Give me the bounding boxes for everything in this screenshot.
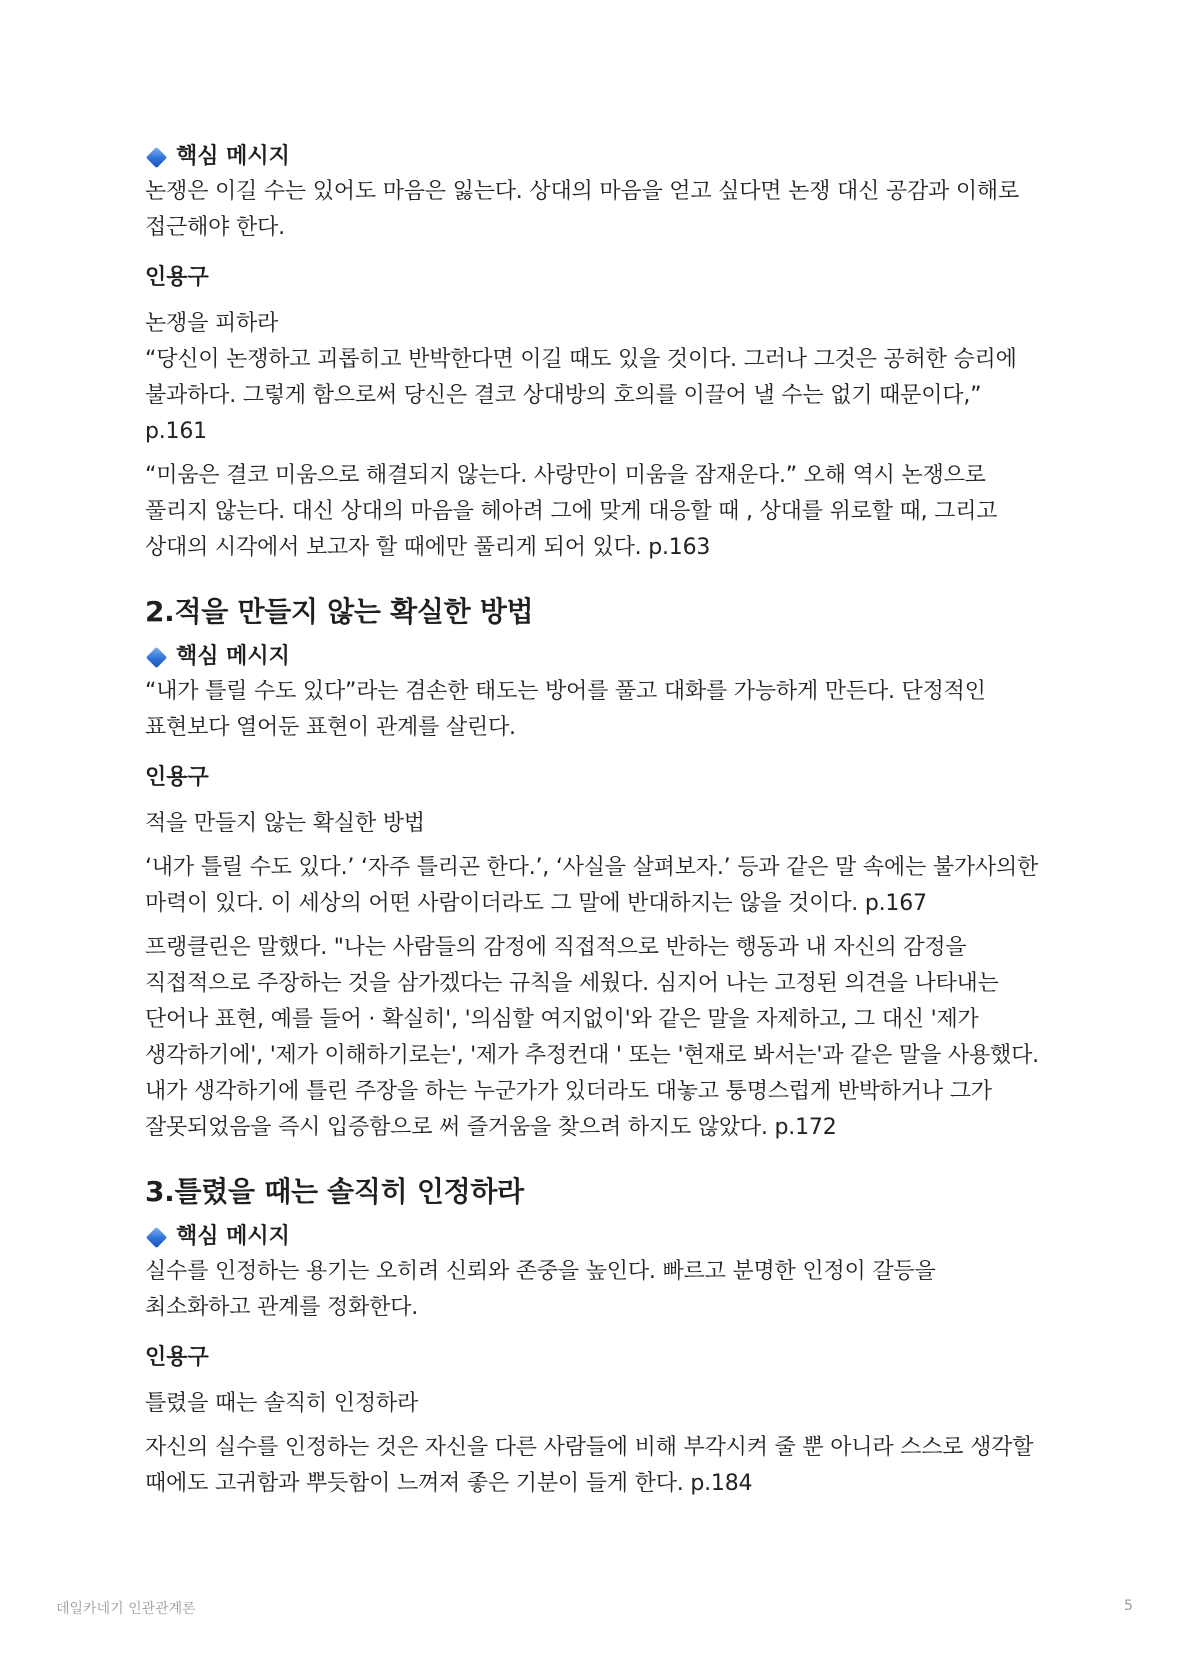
quote-heading: 인용구 — [145, 765, 209, 790]
quote-paragraph: ‘내가 틀릴 수도 있다.’ ‘자주 틀리곤 한다.’, ‘사실을 살펴보자.’ 등과 같은 말 속에는 불가사의한 마력이 있다. 이 세상의 어떤 사람이더라도 그 말에 반대하지는 않을 것이다. p.167 — [145, 855, 1039, 916]
quote-title: 틀렸을 때는 솔직히 인정하라 — [145, 1391, 419, 1416]
quote-paragraph: 프랭클린은 말했다. "나는 사람들의 감정에 직접적으로 반하는 행동과 내 자신의 감정을 직접적으로 주장하는 것을 삼가겠다는 규칙을 세웠다. 심지어 나는 고정된 의견을 나타내는 단어나 표현, 예를 들어 · 확실히', '의심할 여지없이'와 같은 말을 자제하고, 그 대신 '제가 생각하기에', '제가 이해하기로는', '제가 추정컨대 ' 또는 '현재로 봐서는'과 같은 말을 사용했다. 내가 생각하기에 틀린 주장을 하는 누군가가 있더라도 대놓고 퉁명스럽게 반박하거나 그가 잘못되었음을 즉시 입증함으로 써 즐거움을 찾으려 하지도 않았다. p.172 — [145, 935, 1039, 1140]
blue-diamond-icon — [146, 146, 167, 167]
footer-book-title: 데일카네기 인관관계론 — [56, 1601, 196, 1617]
quote-heading: 인용구 — [145, 1345, 209, 1370]
footer-page-number: 5 — [1124, 1598, 1133, 1614]
key-message-text: 논쟁은 이길 수는 있어도 마음은 잃는다. 상대의 마음을 얻고 싶다면 논쟁 대신 공감과 이해로 접근해야 한다. — [145, 179, 1020, 240]
key-message-text: 실수를 인정하는 용기는 오히려 신뢰와 존중을 높인다. 빠르고 분명한 인정이 갈등을 최소화하고 관계를 정화한다. — [145, 1259, 936, 1320]
section-title: 2.적을 만들지 않는 확실한 방법 — [145, 595, 534, 628]
quote-paragraph: 자신의 실수를 인정하는 것은 자신을 다른 사람들에 비해 부각시켜 줄 뿐 아니라 스스로 생각할 때에도 고귀함과 뿌듯함이 느껴져 좋은 기분이 들게 한다. p.184 — [145, 1435, 1034, 1496]
key-message-heading — [145, 1220, 1045, 1254]
quote-heading: 인용구 — [145, 265, 209, 290]
section-title: 3.틀렸을 때는 솔직히 인정하라 — [145, 1175, 524, 1208]
key-message-label: 핵심 메시지 — [176, 644, 290, 669]
key-message-heading — [145, 640, 1045, 674]
key-message-label: 핵심 메시지 — [176, 1224, 290, 1249]
blue-diamond-icon — [146, 1226, 167, 1247]
quote-title: 적을 만들지 않는 확실한 방법 — [145, 811, 425, 836]
quote-paragraph: “당신이 논쟁하고 괴롭히고 반박한다면 이길 때도 있을 것이다. 그러나 그것은 공허한 승리에 불과하다. 그렇게 함으로써 당신은 결코 상대방의 호의를 이끌어 낼 수는 없기 때문이다,” p.161 — [145, 347, 1017, 444]
blue-diamond-icon — [146, 646, 167, 667]
key-message-heading — [145, 140, 1045, 174]
key-message-label: 핵심 메시지 — [176, 144, 290, 169]
page-content — [145, 140, 1045, 1502]
quote-paragraph: “미움은 결코 미움으로 해결되지 않는다. 사랑만이 미움을 잠재운다.” 오해 역시 논쟁으로 풀리지 않는다. 대신 상대의 마음을 헤아려 그에 맞게 대응할 때 , 상대를 위로할 때, 그리고 상대의 시각에서 보고자 할 때에만 풀리게 되어 있다. p.163 — [145, 463, 998, 560]
key-message-text: “내가 틀릴 수도 있다”라는 겸손한 태도는 방어를 풀고 대화를 가능하게 만든다. 단정적인 표현보다 열어둔 표현이 관계를 살린다. — [145, 679, 986, 740]
quote-title: 논쟁을 피하라 — [145, 311, 279, 336]
